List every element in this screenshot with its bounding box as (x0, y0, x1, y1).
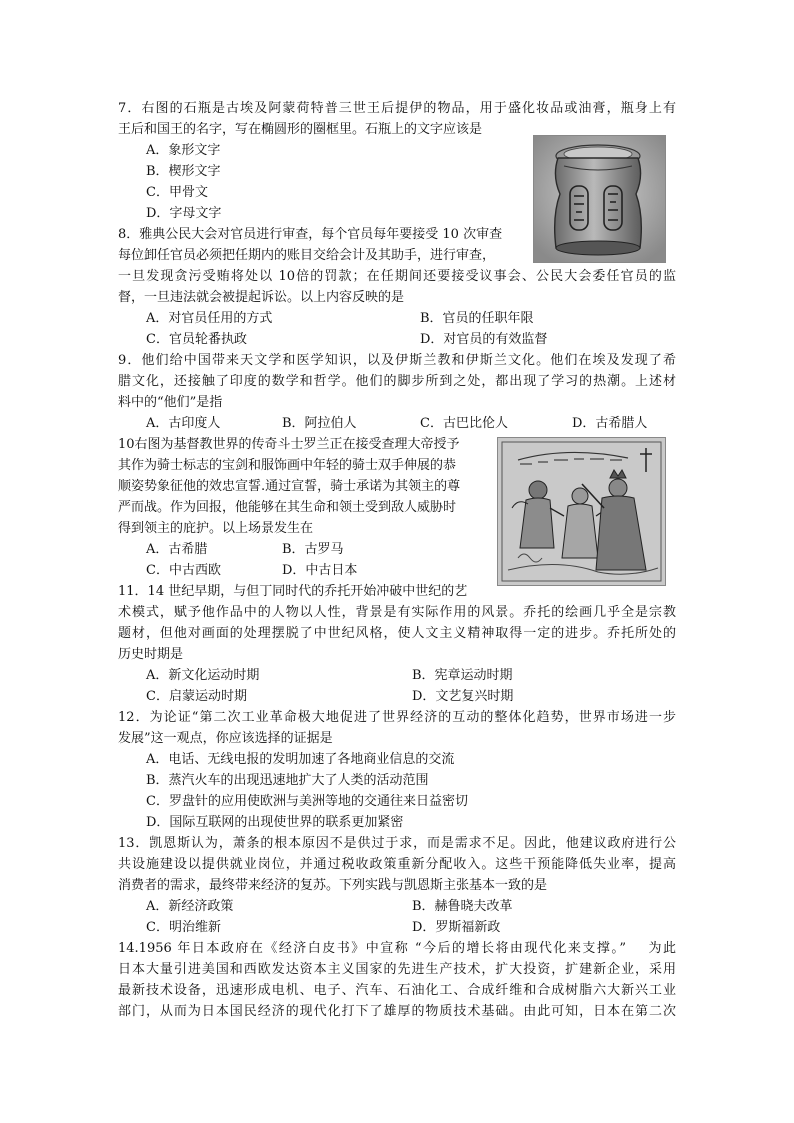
q9-stem-line2: 腊文化，还接触了印度的数学和哲学。他们的脚步所到之处，都出现了学习的热潮。上述材 (118, 374, 676, 389)
q11-stem-line1: 11．14 世纪早期，与但丁同时代的乔托开始冲破中世纪的艺 (118, 584, 468, 599)
q8-stem-line3: 一旦发现贪污受贿将处以 10倍的罚款；在任期间还要接受议事会、公民大会委任官员的监 (118, 269, 676, 284)
knighting-scene-figure (497, 437, 666, 586)
knighting-scene-illustration (498, 438, 665, 585)
q11-option-c: C．启蒙运动时期 (146, 689, 247, 704)
q7-option-b: B．楔形文字 (146, 164, 221, 179)
q11-option-b: B．宪章运动时期 (412, 668, 513, 683)
q11-option-a: A．新文化运动时期 (146, 668, 260, 683)
q7-option-a: A．象形文字 (146, 143, 221, 158)
q10-stem-line5: 得到领主的庇护。以上场景发生在 (118, 521, 314, 536)
q9-stem-line3: 料中的“他们”是指 (118, 395, 223, 410)
q11-option-d: D．文艺复兴时期 (412, 689, 514, 704)
q12-option-a: A．电话、无线电报的发明加速了各地商业信息的交流 (146, 752, 455, 767)
q11-stem-line2: 术模式，赋予他作品中的人物以人性，背景是有实际作用的风景。乔托的绘画几乎全是宗教 (118, 605, 676, 620)
q8-option-c: C．官员轮番执政 (146, 332, 247, 347)
stone-vase-figure (533, 135, 666, 263)
q13-stem-line3: 消费者的需求，最终带来经济的复苏。下列实践与凯恩斯主张基本一致的是 (118, 878, 548, 893)
q12-option-b: B．蒸汽火车的出现迅速地扩大了人类的活动范围 (146, 773, 429, 788)
q7-stem-line2: 王后和国王的名字，写在椭圆形的圈框里。石瓶上的文字应该是 (118, 122, 483, 137)
q10-stem-line4: 严而战。作为回报，他能够在其生命和领土受到敌人威胁时 (118, 500, 457, 515)
q14-stem-line4: 部门，从而为日本国民经济的现代化打下了雄厚的物质技术基础。由此可知，日本在第二次 (118, 1004, 676, 1019)
q10-stem-line3: 顺姿势象征他的效忠宣誓.通过宣誓，骑士承诺为其领主的尊 (118, 479, 461, 494)
q10-option-c: C．中古西欧 (146, 563, 221, 578)
q7-option-d: D．字母文字 (146, 206, 222, 221)
q9-option-a: A．古印度人 (146, 416, 221, 431)
q9-stem-line1: 9．他们给中国带来天文学和医学知识，以及伊斯兰教和伊斯兰文化。他们在埃及发现了希 (118, 353, 676, 368)
q12-option-c: C．罗盘针的应用使欧洲与美洲等地的交通往来日益密切 (146, 794, 468, 809)
q11-stem-line3: 题材，但他对画面的处理摆脱了中世纪风格，使人文主义精神取得一定的进步。乔托所处的 (118, 626, 676, 641)
q9-option-d: D．古希腊人 (572, 416, 648, 431)
q8-option-a: A．对官员任用的方式 (146, 311, 273, 326)
q12-stem-line1: 12．为论证“第二次工业革命极大地促进了世界经济的互动的整体化趋势，世界市场进一步 (118, 710, 676, 725)
q13-stem-line1: 13．凯恩斯认为，萧条的根本原因不是供过于求，而是需求不足。因此，他建议政府进行公 (118, 836, 676, 851)
q14-stem-line3: 最新技术设备，迅速形成电机、电子、汽车、石油化工、合成纤维和合成树脂六大新兴工业 (118, 983, 676, 998)
q8-stem-line2: 每位卸任官员必须把任期内的账目交给会计及其助手，进行审查， (118, 248, 496, 263)
q14-stem-line1: 14.1956 年日本政府在《经济白皮书》中宣称 “今后的增长将由现代化来支撑。” 为此 (118, 941, 676, 956)
q12-stem-line2: 发展”这一观点，你应该选择的证据是 (118, 731, 333, 746)
q9-option-b: B．阿拉伯人 (282, 416, 357, 431)
q8-stem-line1: 8．雅典公民大会对官员进行审查，每个官员每年要接受 10 次审查 (118, 227, 503, 242)
q7-stem-line1: 7．右图的石瓶是古埃及阿蒙荷特普三世王后提伊的物品，用于盛化妆品或油膏，瓶身上有 (118, 101, 676, 116)
q8-option-d: D．对官员的有效监督 (420, 332, 548, 347)
q8-option-b: B．官员的任职年限 (420, 311, 534, 326)
q7-option-c: C．甲骨文 (146, 185, 208, 200)
q13-option-b: B．赫鲁晓夫改革 (412, 899, 513, 914)
q13-stem-line2: 共设施建设以提供就业岗位，并通过税收政策重新分配收入。这些干预能降低失业率，提高 (118, 857, 676, 872)
q10-option-b: B．古罗马 (282, 542, 344, 557)
q13-option-a: A．新经济政策 (146, 899, 234, 914)
q10-stem-line1: 10右图为基督教世界的传奇斗士罗兰正在接受查理大帝授予 (118, 437, 460, 452)
q10-option-a: A．古希腊 (146, 542, 208, 557)
q10-stem-line2: 其作为骑士标志的宝剑和服饰画中年轻的骑士双手伸展的恭 (118, 458, 457, 473)
q13-option-d: D．罗斯福新政 (412, 920, 501, 935)
q10-option-d: D．中古日本 (282, 563, 358, 578)
q9-option-c: C．古巴比伦人 (420, 416, 508, 431)
stone-vase-illustration (534, 136, 665, 262)
q14-stem-line2: 日本大量引进美国和西欧发达资本主义国家的先进生产技术，扩大投资，扩建新企业，采用 (118, 962, 676, 977)
q11-stem-line4: 历史时期是 (118, 647, 184, 662)
q8-stem-line4: 督，一旦违法就会被提起诉讼。以上内容反映的是 (118, 290, 405, 305)
q12-option-d: D．国际互联网的出现使世界的联系更加紧密 (146, 815, 404, 830)
q13-option-c: C．明治维新 (146, 920, 221, 935)
